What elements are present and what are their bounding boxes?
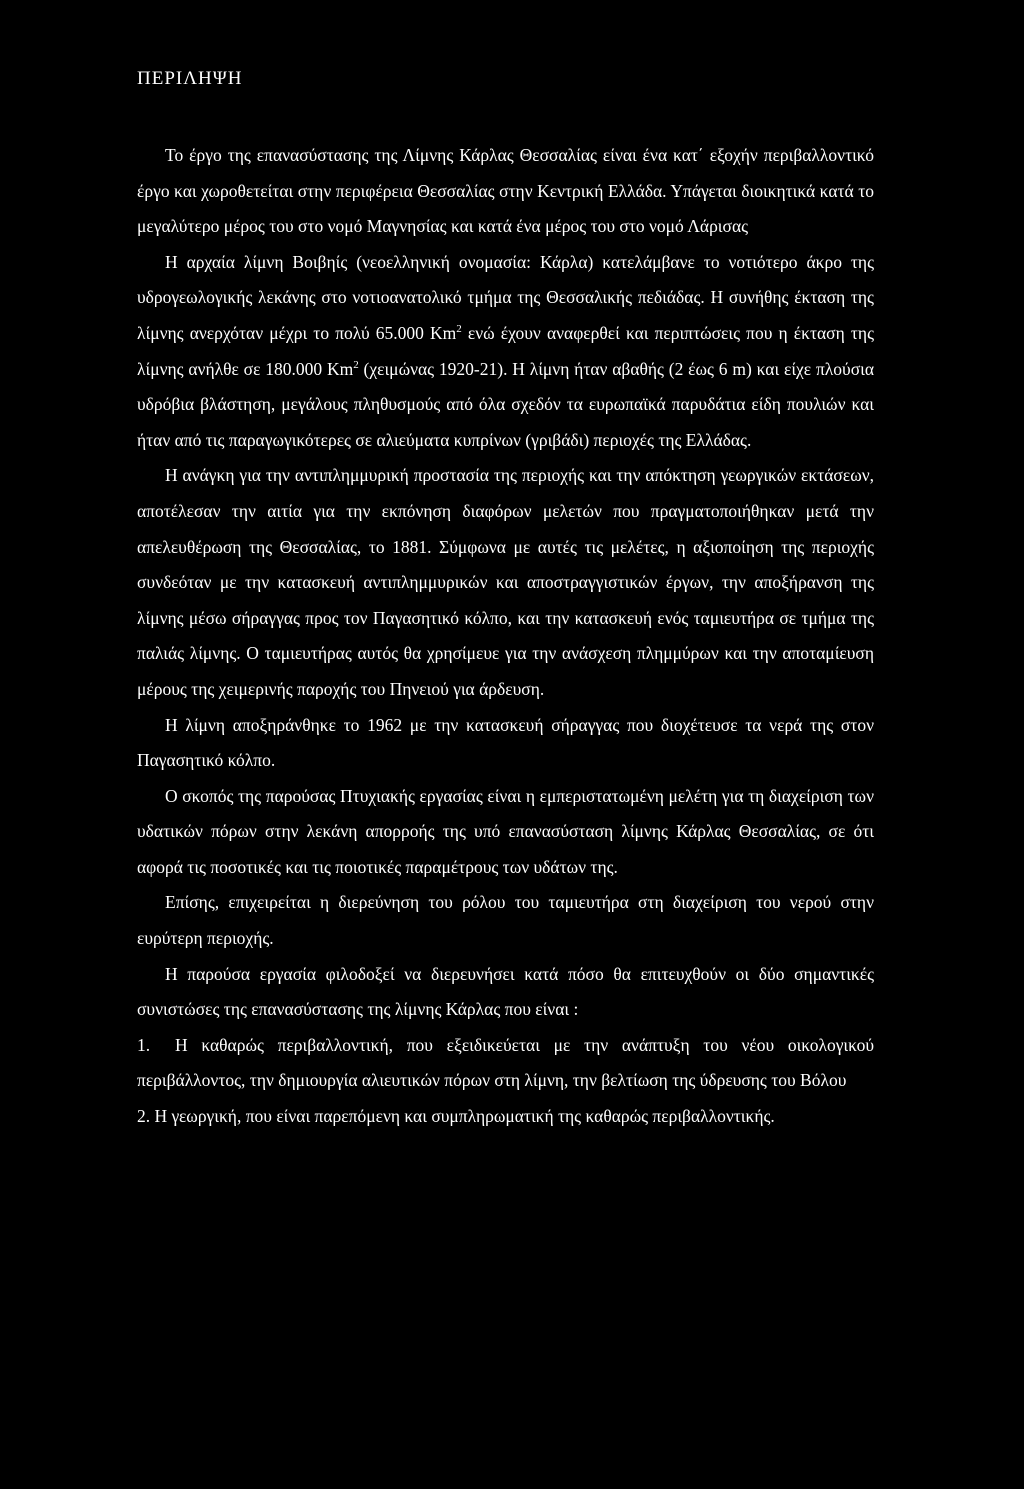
- paragraph-lake-text-part-3: (χειμώνας 1920-21). Η λίμνη ήταν αβαθής (2 έως 6 m) και είχε πλούσια υδρόβια βλάστηση, μεγάλους πληθυσμούς από όλα σχεδόν τα ευρωπαϊκά παρυδάτια είδη πουλιών και ήταν από τις παραγωγικότερες σε αλιεύματα κυπρίνων (γριβάδι) περιοχές της Ελλάδας.: [137, 358, 875, 450]
- page-title: ΠΕΡΙΛΗΨΗ: [137, 68, 243, 89]
- paragraph-drainage: Η λίμνη αποξηράνθηκε το 1962 με την κατασκευή σήραγγας που διοχέτευσε τα νερά της στον Παγασητικό κόλπο.: [137, 714, 874, 771]
- paragraph-reservoir-role: Επίσης, επιχειρείται η διερεύνηση του ρόλου του ταμιευτήρα στη διαχείριση του νερού στην ευρύτερη περιοχής.: [137, 892, 874, 949]
- paragraph-purpose: Ο σκοπός της παρούσας Πτυχιακής εργασίας είναι η εμπεριστατωμένη μελέτη για τη διαχείριση των υδατικών πόρων στην λεκάνη απορροής της υπό επανασύσταση λίμνης Κάρλας Θεσσαλίας, σε ότι αφορά τις ποσοτικές και τις ποιοτικές παραμέτρους των υδάτων της.: [137, 785, 874, 877]
- list-item-text: Η γεωργική, που είναι παρεπόμενη και συμπληρωματική της καθαρώς περιβαλλοντικής.: [154, 1106, 775, 1127]
- list-item-text: Η καθαρώς περιβαλλοντική, που εξειδικεύεται με την ανάπτυξη του νέου οικολογικού περιβάλλοντος, την δημιουργία αλιευτικών πόρων στη λίμνη, την βελτίωση της ύδρευσης του Βόλου: [137, 1034, 874, 1091]
- document-page: [137, 62, 874, 1135]
- paragraph-objectives: Η παρούσα εργασία φιλοδοξεί να διερευνήσει κατά πόσο θα επιτευχθούν οι δύο σημαντικές συνιστώσες της επανασύστασης της λίμνης Κάρλας που είναι :: [137, 963, 874, 1020]
- list-item: [137, 1099, 874, 1135]
- paragraph-flood-protection: Η ανάγκη για την αντιπλημμυρική προστασία της περιοχής και την απόκτηση γεωργικών εκτάσεων, αποτέλεσαν την αιτία για την εκπόνηση διαφόρων μελετών που πραγματοποιήθηκαν μετά την απελευθέρωση της Θεσσαλίας, το 1881. Σύμφωνα με αυτές τις μελέτες, η αξιοποίηση της περιοχής συνδεόταν με την κατασκευή αντιπλημμυρικών και αποστραγγιστικών έργων, την αποξήρανση της λίμνης μέσω σήραγγας προς τον Παγασητικό κόλπο, και την κατασκευή ενός ταμιευτήρα σε τμήμα της παλιάς λίμνης. Ο ταμιευτήρας αυτός θα χρησίμευε για την ανάσχεση πλημμύρων και την αποταμίευση μέρους της χειμερινής παροχής του Πηνειού για άρδευση.: [137, 465, 874, 699]
- paragraph-lake-description: [137, 245, 874, 459]
- document-body: [137, 138, 874, 1135]
- list-item: [137, 1028, 874, 1099]
- list-item-number: 2.: [137, 1106, 151, 1127]
- superscript-squared: 2: [456, 323, 462, 336]
- paragraph-lake-text-part-1: Η αρχαία λίμνη Βοιβηίς (νεοελληνική ονομασία: Κάρλα) κατελάμβανε το νοτιότερο άκρο της υδρογεωλογικής λεκάνης στο νοτιοανατολικό τμήμα της Θεσσαλικής πεδιάδας. Η συνήθης έκταση της λίμνης ανερχόταν μέχρι το πολύ 65.000 Km: [137, 251, 874, 343]
- superscript-squared: 2: [353, 358, 359, 371]
- paragraph-introduction: Το έργο της επανασύστασης της Λίμνης Κάρλας Θεσσαλίας είναι ένα κατ΄ εξοχήν περιβαλλοντικό έργο και χωροθετείται στην περιφέρεια Θεσσαλίας στην Κεντρική Ελλάδα. Υπάγεται διοικητικά κατά το μεγαλύτερο μέρος του στο νομό Μαγνησίας και κατά ένα μέρος του στο νομό Λάρισας: [137, 145, 874, 237]
- paragraph-lake-text-part-2: ενώ έχουν αναφερθεί και περιπτώσεις που η έκταση της λίμνης ανήλθε σε 180.000 Km: [137, 322, 874, 379]
- list-item-number: 1.: [137, 1034, 151, 1055]
